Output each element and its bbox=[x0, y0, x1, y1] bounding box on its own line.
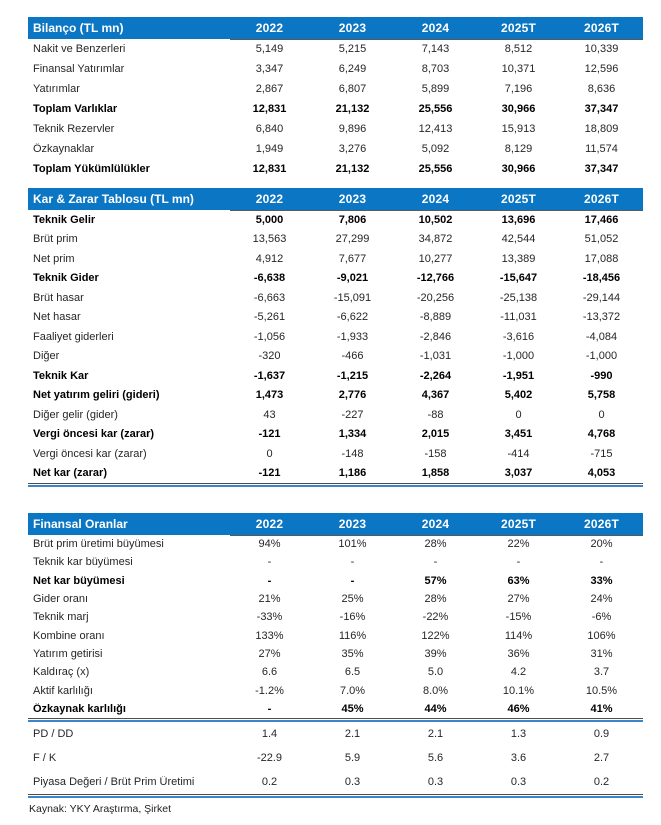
cell-value: 3,347 bbox=[255, 63, 284, 75]
row-label: Teknik Kar bbox=[33, 369, 89, 382]
table-row bbox=[28, 681, 643, 699]
cell-value: 114% bbox=[504, 629, 533, 642]
cell-value: 3,451 bbox=[504, 428, 533, 441]
column-header-year: 2023 bbox=[338, 21, 367, 35]
table-row bbox=[28, 249, 643, 269]
cell-value: -320 bbox=[258, 350, 281, 363]
section bbox=[28, 17, 643, 179]
cell-value: 10.1% bbox=[502, 684, 535, 697]
row-label: Özkaynak karlılığı bbox=[33, 702, 126, 715]
cell-value: 21% bbox=[258, 593, 281, 606]
cell-value: -2,264 bbox=[419, 369, 452, 382]
cell-value: 116% bbox=[338, 629, 367, 642]
cell-value: 15,913 bbox=[501, 123, 536, 135]
table-row bbox=[28, 700, 643, 718]
cell-value: 3.7 bbox=[593, 666, 610, 679]
table-row bbox=[28, 572, 643, 590]
section bbox=[28, 722, 643, 798]
cell-value: 39% bbox=[424, 647, 447, 660]
cell-value: -121 bbox=[258, 467, 281, 480]
cell-value: 8,512 bbox=[504, 43, 533, 55]
cell-value: 11,574 bbox=[585, 143, 618, 155]
cell-value: 4,768 bbox=[587, 428, 616, 441]
cell-value: 3,037 bbox=[504, 467, 533, 480]
row-label: Gider oranı bbox=[33, 593, 89, 606]
column-header-year: 2024 bbox=[421, 517, 450, 531]
cell-value: 35% bbox=[341, 647, 364, 660]
cell-value: -158 bbox=[424, 447, 447, 460]
cell-value: -15,091 bbox=[333, 291, 372, 304]
cell-value: 5,092 bbox=[421, 143, 450, 155]
cell-value: -715 bbox=[590, 447, 613, 460]
cell-value: 0.2 bbox=[261, 775, 278, 788]
row-label: Toplam Varlıklar bbox=[33, 103, 118, 115]
section bbox=[28, 513, 643, 722]
cell-value: 101% bbox=[338, 538, 367, 551]
cell-value: -1.2% bbox=[255, 684, 284, 697]
row-label: Brüt prim üretimi büyümesi bbox=[33, 538, 164, 551]
cell-value: -20,256 bbox=[416, 291, 455, 304]
table-row bbox=[28, 626, 643, 644]
cell-value: -148 bbox=[341, 447, 364, 460]
cell-value: 122% bbox=[421, 629, 450, 642]
cell-value: -16% bbox=[339, 611, 366, 624]
cell-value: - bbox=[350, 574, 355, 587]
cell-value: 5,899 bbox=[421, 83, 450, 95]
cell-value: -6% bbox=[591, 611, 612, 624]
row-label: Net kar (zarar) bbox=[33, 467, 107, 480]
cell-value: 106% bbox=[587, 629, 616, 642]
cell-value: 133% bbox=[255, 629, 284, 642]
cell-value: 33% bbox=[590, 574, 613, 587]
row-label: Diğer gelir (gider) bbox=[33, 408, 118, 421]
table-row bbox=[28, 663, 643, 681]
row-label: Yatırımlar bbox=[33, 83, 80, 95]
cell-value: 27,299 bbox=[335, 233, 370, 246]
table-row bbox=[28, 288, 643, 308]
cell-value: - bbox=[516, 556, 521, 569]
cell-value: 1.4 bbox=[261, 727, 278, 740]
column-header-year: 2022 bbox=[255, 517, 284, 531]
cell-value: 4.2 bbox=[510, 666, 527, 679]
cell-value: -1,215 bbox=[336, 369, 369, 382]
row-label: Nakit ve Benzerleri bbox=[33, 43, 126, 55]
cell-value: 17,466 bbox=[584, 213, 619, 226]
cell-value: 7,196 bbox=[504, 83, 533, 95]
cell-value: 5,215 bbox=[338, 43, 367, 55]
cell-value: 24% bbox=[590, 593, 613, 606]
table-row bbox=[28, 535, 643, 553]
table-row bbox=[28, 79, 643, 99]
cell-value: 42,544 bbox=[501, 233, 536, 246]
section-end-rule bbox=[28, 794, 643, 798]
cell-value: 17,088 bbox=[584, 252, 619, 265]
table-row bbox=[28, 230, 643, 250]
cell-value: 21,132 bbox=[335, 103, 370, 115]
table-row bbox=[28, 770, 643, 794]
table-row bbox=[28, 99, 643, 119]
table-row bbox=[28, 444, 643, 464]
cell-value: -414 bbox=[507, 447, 530, 460]
cell-value: -6,663 bbox=[253, 291, 286, 304]
cell-value: 22% bbox=[507, 538, 530, 551]
cell-value: -25,138 bbox=[499, 291, 538, 304]
cell-value: 45% bbox=[341, 702, 364, 715]
section-title: Bilanço (TL mn) bbox=[33, 21, 124, 35]
cell-value: 20% bbox=[590, 538, 613, 551]
table-row bbox=[28, 269, 643, 289]
header-underline bbox=[230, 535, 643, 536]
table-sections bbox=[28, 17, 643, 798]
cell-value: 63% bbox=[507, 574, 530, 587]
cell-value: 28% bbox=[424, 593, 447, 606]
row-label: Piyasa Değeri / Brüt Prim Üretimi bbox=[33, 775, 195, 788]
cell-value: -1,056 bbox=[253, 330, 286, 343]
cell-value: 0 bbox=[266, 447, 273, 460]
header-underline bbox=[230, 210, 643, 211]
cell-value: - bbox=[267, 574, 272, 587]
section-header-band bbox=[28, 188, 643, 210]
cell-value: 1,334 bbox=[338, 428, 367, 441]
cell-value: 28% bbox=[424, 538, 447, 551]
cell-value: 10.5% bbox=[585, 684, 618, 697]
cell-value: 0.9 bbox=[593, 727, 610, 740]
cell-value: 10,339 bbox=[584, 43, 619, 55]
column-header-year: 2024 bbox=[421, 192, 450, 206]
cell-value: 7.0% bbox=[339, 684, 366, 697]
table-row bbox=[28, 405, 643, 425]
cell-value: -4,084 bbox=[585, 330, 618, 343]
cell-value: -18,456 bbox=[582, 272, 621, 285]
cell-value: 94% bbox=[258, 538, 281, 551]
cell-value: 25,556 bbox=[418, 103, 453, 115]
cell-value: 36% bbox=[507, 647, 530, 660]
cell-value: 8.0% bbox=[422, 684, 449, 697]
cell-value: 0.2 bbox=[593, 775, 610, 788]
cell-value: 5.0 bbox=[427, 666, 444, 679]
cell-value: -466 bbox=[341, 350, 364, 363]
cell-value: 1.3 bbox=[510, 727, 527, 740]
cell-value: 21,132 bbox=[335, 163, 370, 175]
table-row bbox=[28, 139, 643, 159]
cell-value: 27% bbox=[507, 593, 530, 606]
column-header-year: 2023 bbox=[338, 517, 367, 531]
row-label: Yatırım getirisi bbox=[33, 647, 103, 660]
cell-value: -9,021 bbox=[336, 272, 369, 285]
cell-value: -33% bbox=[256, 611, 283, 624]
cell-value: - bbox=[350, 556, 355, 569]
cell-value: -121 bbox=[258, 428, 281, 441]
cell-value: 3.6 bbox=[510, 751, 527, 764]
cell-value: -15,647 bbox=[499, 272, 538, 285]
cell-value: 30,966 bbox=[501, 103, 536, 115]
row-label: Finansal Yatırımlar bbox=[33, 63, 125, 75]
section-header-band bbox=[28, 513, 643, 535]
table-row bbox=[28, 39, 643, 59]
table-row bbox=[28, 722, 643, 746]
cell-value: 7,806 bbox=[338, 213, 367, 226]
cell-value: 43 bbox=[263, 408, 276, 421]
header-underline bbox=[230, 39, 643, 40]
cell-value: 5,402 bbox=[504, 389, 533, 402]
cell-value: 6,249 bbox=[338, 63, 367, 75]
financial-statements-sheet bbox=[28, 17, 643, 815]
cell-value: -1,933 bbox=[336, 330, 369, 343]
cell-value: 25% bbox=[341, 593, 364, 606]
table-row bbox=[28, 645, 643, 663]
row-label: Brüt prim bbox=[33, 233, 78, 246]
row-label: Net hasar bbox=[33, 311, 81, 324]
cell-value: 6,807 bbox=[338, 83, 367, 95]
row-label: Faaliyet giderleri bbox=[33, 330, 114, 343]
table-row bbox=[28, 119, 643, 139]
cell-value: - bbox=[599, 556, 604, 569]
section-title: Finansal Oranlar bbox=[33, 517, 128, 531]
cell-value: -990 bbox=[590, 369, 613, 382]
cell-value: -6,622 bbox=[336, 311, 369, 324]
row-label: Teknik Gider bbox=[33, 272, 99, 285]
cell-value: 8,636 bbox=[587, 83, 616, 95]
row-label: Teknik Gelir bbox=[33, 213, 96, 226]
section bbox=[28, 188, 643, 487]
cell-value: 57% bbox=[424, 574, 447, 587]
row-label: Diğer bbox=[33, 350, 60, 363]
cell-value: 4,053 bbox=[587, 467, 616, 480]
column-header-year: 2023 bbox=[338, 192, 367, 206]
row-label: Toplam Yükümlülükler bbox=[33, 163, 150, 175]
table-row bbox=[28, 425, 643, 445]
column-header-year: 2025T bbox=[500, 517, 537, 531]
table-row bbox=[28, 347, 643, 367]
cell-value: 0.3 bbox=[510, 775, 527, 788]
row-label: Teknik kar büyümesi bbox=[33, 556, 133, 569]
table-row bbox=[28, 308, 643, 328]
table-row bbox=[28, 608, 643, 626]
row-label: Brüt hasar bbox=[33, 291, 84, 304]
cell-value: 31% bbox=[590, 647, 613, 660]
row-label: Net prim bbox=[33, 252, 75, 265]
row-label: Kaldıraç (x) bbox=[33, 666, 90, 679]
cell-value: -1,031 bbox=[419, 350, 452, 363]
cell-value: 1,949 bbox=[255, 143, 284, 155]
row-label: Vergi öncesi kar (zarar) bbox=[33, 428, 155, 441]
cell-value: 46% bbox=[507, 702, 530, 715]
cell-value: 6.6 bbox=[261, 666, 278, 679]
cell-value: 12,831 bbox=[252, 103, 287, 115]
column-header-year: 2022 bbox=[255, 21, 284, 35]
table-row bbox=[28, 327, 643, 347]
cell-value: 2,867 bbox=[255, 83, 284, 95]
cell-value: 2.1 bbox=[427, 727, 444, 740]
cell-value: -8,889 bbox=[419, 311, 452, 324]
cell-value: 1,186 bbox=[338, 467, 367, 480]
column-header-year: 2026T bbox=[583, 517, 620, 531]
cell-value: 41% bbox=[590, 702, 613, 715]
row-label: Özkaynaklar bbox=[33, 143, 95, 155]
cell-value: 9,896 bbox=[338, 123, 367, 135]
cell-value: 5.6 bbox=[427, 751, 444, 764]
cell-value: 0 bbox=[515, 408, 522, 421]
cell-value: - bbox=[433, 556, 438, 569]
cell-value: -88 bbox=[427, 408, 444, 421]
cell-value: 5,758 bbox=[587, 389, 616, 402]
cell-value: 37,347 bbox=[584, 163, 619, 175]
cell-value: 0.3 bbox=[427, 775, 444, 788]
cell-value: 5.9 bbox=[344, 751, 361, 764]
cell-value: -1,951 bbox=[502, 369, 535, 382]
row-label: F / K bbox=[33, 751, 57, 764]
cell-value: 8,129 bbox=[504, 143, 533, 155]
cell-value: -2,846 bbox=[419, 330, 452, 343]
cell-value: 51,052 bbox=[584, 233, 619, 246]
cell-value: 13,696 bbox=[501, 213, 536, 226]
cell-value: 12,413 bbox=[418, 123, 453, 135]
cell-value: 25,556 bbox=[418, 163, 453, 175]
table-row bbox=[28, 159, 643, 179]
cell-value: 27% bbox=[258, 647, 281, 660]
cell-value: 2,015 bbox=[421, 428, 450, 441]
table-row bbox=[28, 366, 643, 386]
cell-value: - bbox=[267, 556, 272, 569]
table-row bbox=[28, 210, 643, 230]
row-label: Kombine oranı bbox=[33, 629, 105, 642]
cell-value: 10,502 bbox=[418, 213, 453, 226]
cell-value: 0 bbox=[598, 408, 605, 421]
cell-value: 2.7 bbox=[593, 751, 610, 764]
row-label: PD / DD bbox=[33, 727, 74, 740]
cell-value: 12,596 bbox=[584, 63, 619, 75]
section-header-band bbox=[28, 17, 643, 39]
column-header-year: 2026T bbox=[583, 21, 620, 35]
cell-value: 4,912 bbox=[255, 252, 284, 265]
row-label: Teknik Rezervler bbox=[33, 123, 115, 135]
cell-value: 5,000 bbox=[255, 213, 284, 226]
cell-value: 10,277 bbox=[418, 252, 453, 265]
cell-value: -227 bbox=[341, 408, 364, 421]
column-header-year: 2025T bbox=[500, 192, 537, 206]
cell-value: 2.1 bbox=[344, 727, 361, 740]
cell-value: 34,872 bbox=[418, 233, 453, 246]
table-row bbox=[28, 553, 643, 571]
table-row bbox=[28, 59, 643, 79]
table-row bbox=[28, 386, 643, 406]
row-label: Teknik marj bbox=[33, 611, 89, 624]
column-header-year: 2026T bbox=[583, 192, 620, 206]
row-label: Aktif karlılığı bbox=[33, 684, 93, 697]
cell-value: - bbox=[267, 702, 272, 715]
cell-value: 5,149 bbox=[255, 43, 284, 55]
cell-value: 8,703 bbox=[421, 63, 450, 75]
cell-value: -5,261 bbox=[253, 311, 286, 324]
cell-value: 0.3 bbox=[344, 775, 361, 788]
cell-value: 18,809 bbox=[584, 123, 619, 135]
cell-value: -29,144 bbox=[582, 291, 621, 304]
column-header-year: 2024 bbox=[421, 21, 450, 35]
cell-value: 13,563 bbox=[252, 233, 287, 246]
row-label: Net kar büyümesi bbox=[33, 574, 125, 587]
cell-value: -22.9 bbox=[256, 751, 283, 764]
cell-value: 7,677 bbox=[338, 252, 367, 265]
cell-value: 10,371 bbox=[501, 63, 536, 75]
cell-value: 3,276 bbox=[338, 143, 367, 155]
table-row bbox=[28, 746, 643, 770]
row-label: Net yatırım geliri (gideri) bbox=[33, 389, 160, 402]
source-note: Kaynak: YKY Araştırma, Şirket bbox=[29, 802, 172, 815]
cell-value: -1,000 bbox=[585, 350, 618, 363]
cell-value: -11,031 bbox=[500, 311, 537, 324]
cell-value: 7,143 bbox=[421, 43, 450, 55]
cell-value: 13,389 bbox=[501, 252, 536, 265]
cell-value: -15% bbox=[505, 611, 532, 624]
column-header-year: 2025T bbox=[500, 21, 537, 35]
cell-value: -13,372 bbox=[582, 311, 621, 324]
cell-value: -12,766 bbox=[416, 272, 455, 285]
cell-value: -3,616 bbox=[502, 330, 535, 343]
row-label: Vergi öncesi kar (zarar) bbox=[33, 447, 147, 460]
cell-value: 37,347 bbox=[584, 103, 619, 115]
cell-value: -1,637 bbox=[253, 369, 286, 382]
cell-value: 1,858 bbox=[421, 467, 450, 480]
cell-value: 1,473 bbox=[255, 389, 284, 402]
cell-value: 30,966 bbox=[501, 163, 536, 175]
column-header-year: 2022 bbox=[255, 192, 284, 206]
cell-value: 6,840 bbox=[255, 123, 284, 135]
cell-value: -22% bbox=[422, 611, 449, 624]
cell-value: 12,831 bbox=[252, 163, 287, 175]
cell-value: 4,367 bbox=[421, 389, 450, 402]
cell-value: -6,638 bbox=[253, 272, 286, 285]
section-title: Kar & Zarar Tablosu (TL mn) bbox=[33, 192, 194, 206]
table-row bbox=[28, 590, 643, 608]
cell-value: 2,776 bbox=[338, 389, 367, 402]
cell-value: 6.5 bbox=[344, 666, 361, 679]
cell-value: 44% bbox=[424, 702, 447, 715]
cell-value: -1,000 bbox=[502, 350, 535, 363]
table-row bbox=[28, 464, 643, 484]
